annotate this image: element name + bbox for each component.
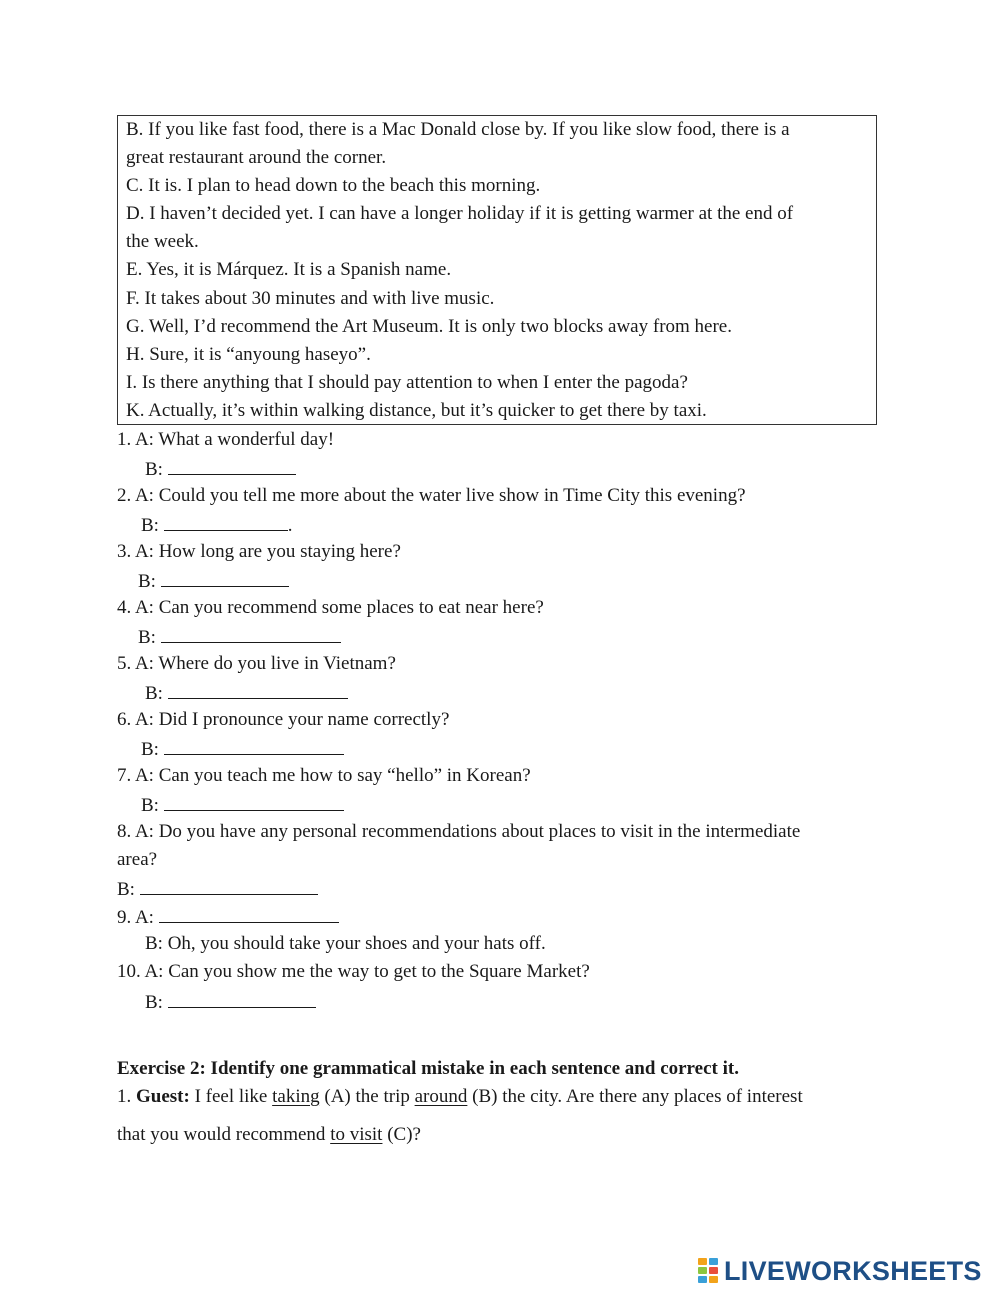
liveworksheets-logo xyxy=(698,1255,982,1287)
question-8-line2: area? xyxy=(117,849,158,870)
liveworksheets-wordmark: LIVEWORKSHEETS xyxy=(724,1255,982,1286)
option-b-line2: great restaurant around the corner. xyxy=(126,147,387,168)
answer-blank-10[interactable] xyxy=(168,990,316,1008)
answer-blank-1[interactable] xyxy=(168,457,296,475)
option-d-line2: the week. xyxy=(126,231,199,252)
question-3: 3. A: How long are you staying here? xyxy=(117,541,401,562)
answer-label: B: xyxy=(141,515,159,536)
sentence-text: that you would recommend xyxy=(117,1124,331,1145)
answer-blank-6[interactable] xyxy=(164,737,344,755)
answer-label: B: xyxy=(117,879,135,900)
sentence-text: (B) the city. Are there any places of interest xyxy=(467,1086,803,1107)
underlined-option-a: taking xyxy=(272,1086,320,1107)
option-i: I. Is there anything that I should pay attention to when I enter the pagoda? xyxy=(126,372,688,393)
answer-blank-2[interactable] xyxy=(164,513,288,531)
answer-label: B: xyxy=(141,795,159,816)
question-9 xyxy=(117,905,339,929)
answer-label: B: xyxy=(145,683,163,704)
question-7: 7. A: Can you teach me how to say “hello” in Korean? xyxy=(117,765,531,786)
answer-4 xyxy=(138,625,341,649)
answer-label: B: xyxy=(138,627,156,648)
answer-label: B: xyxy=(145,459,163,480)
liveworksheets-logo-icon xyxy=(698,1258,720,1284)
answer-blank-4[interactable] xyxy=(161,625,341,643)
answer-8 xyxy=(117,877,318,901)
question-5: 5. A: Where do you live in Vietnam? xyxy=(117,653,396,674)
answer-blank-8[interactable] xyxy=(140,877,318,895)
option-e: E. Yes, it is Márquez. It is a Spanish name. xyxy=(126,259,452,280)
answer-blank-3[interactable] xyxy=(161,569,289,587)
sentence-text: (A) the trip xyxy=(319,1086,415,1107)
speaker-label: Guest: xyxy=(136,1086,190,1107)
answer-blank-9[interactable] xyxy=(159,905,339,923)
question-9-label: 9. A: xyxy=(117,907,154,928)
exercise-2-sentence-1-line1 xyxy=(117,1086,803,1108)
question-8-line1: 8. A: Do you have any personal recommendations about places to visit in the intermediate xyxy=(117,821,801,842)
answer-label: B: xyxy=(145,992,163,1013)
answer-label: B: xyxy=(138,571,156,592)
answer-7 xyxy=(141,793,344,817)
question-4: 4. A: Can you recommend some places to eat near here? xyxy=(117,597,544,618)
option-g: G. Well, I’d recommend the Art Museum. It is only two blocks away from here. xyxy=(126,316,732,337)
answer-5 xyxy=(145,681,348,705)
answer-label: B: xyxy=(141,739,159,760)
question-10: 10. A: Can you show me the way to get to the Square Market? xyxy=(117,961,590,982)
question-6: 6. A: Did I pronounce your name correctly? xyxy=(117,709,450,730)
sentence-text: I feel like xyxy=(189,1086,273,1107)
answer-2 xyxy=(141,513,292,537)
question-1: 1. A: What a wonderful day! xyxy=(117,429,335,450)
answer-blank-5[interactable] xyxy=(168,681,348,699)
option-b-line1: B. If you like fast food, there is a Mac Donald close by. If you like slow food, there is a xyxy=(126,119,790,140)
option-h: H. Sure, it is “anyoung haseyo”. xyxy=(126,344,371,365)
underlined-option-c: to visit xyxy=(330,1124,383,1145)
option-d-line1: D. I haven’t decided yet. I can have a longer holiday if it is getting warmer at the end of xyxy=(126,203,794,224)
question-2: 2. A: Could you tell me more about the water live show in Time City this evening? xyxy=(117,485,746,506)
answer-10 xyxy=(145,990,316,1014)
answer-1 xyxy=(145,457,296,481)
option-f: F. It takes about 30 minutes and with live music. xyxy=(126,288,495,309)
sentence-number: 1. xyxy=(117,1086,136,1107)
option-c: C. It is. I plan to head down to the beach this morning. xyxy=(126,175,541,196)
answer-period: . xyxy=(287,515,293,536)
sentence-text: (C)? xyxy=(382,1124,421,1145)
exercise-2-sentence-1-line2 xyxy=(117,1124,421,1146)
option-k: K. Actually, it’s within walking distance, but it’s quicker to get there by taxi. xyxy=(126,400,707,421)
underlined-option-b: around xyxy=(414,1086,468,1107)
exercise-2-title: Exercise 2: Identify one grammatical mistake in each sentence and correct it. xyxy=(117,1058,739,1079)
answer-blank-7[interactable] xyxy=(164,793,344,811)
question-9-response: B: Oh, you should take your shoes and your hats off. xyxy=(145,933,546,954)
answer-3 xyxy=(138,569,289,593)
answer-6 xyxy=(141,737,344,761)
